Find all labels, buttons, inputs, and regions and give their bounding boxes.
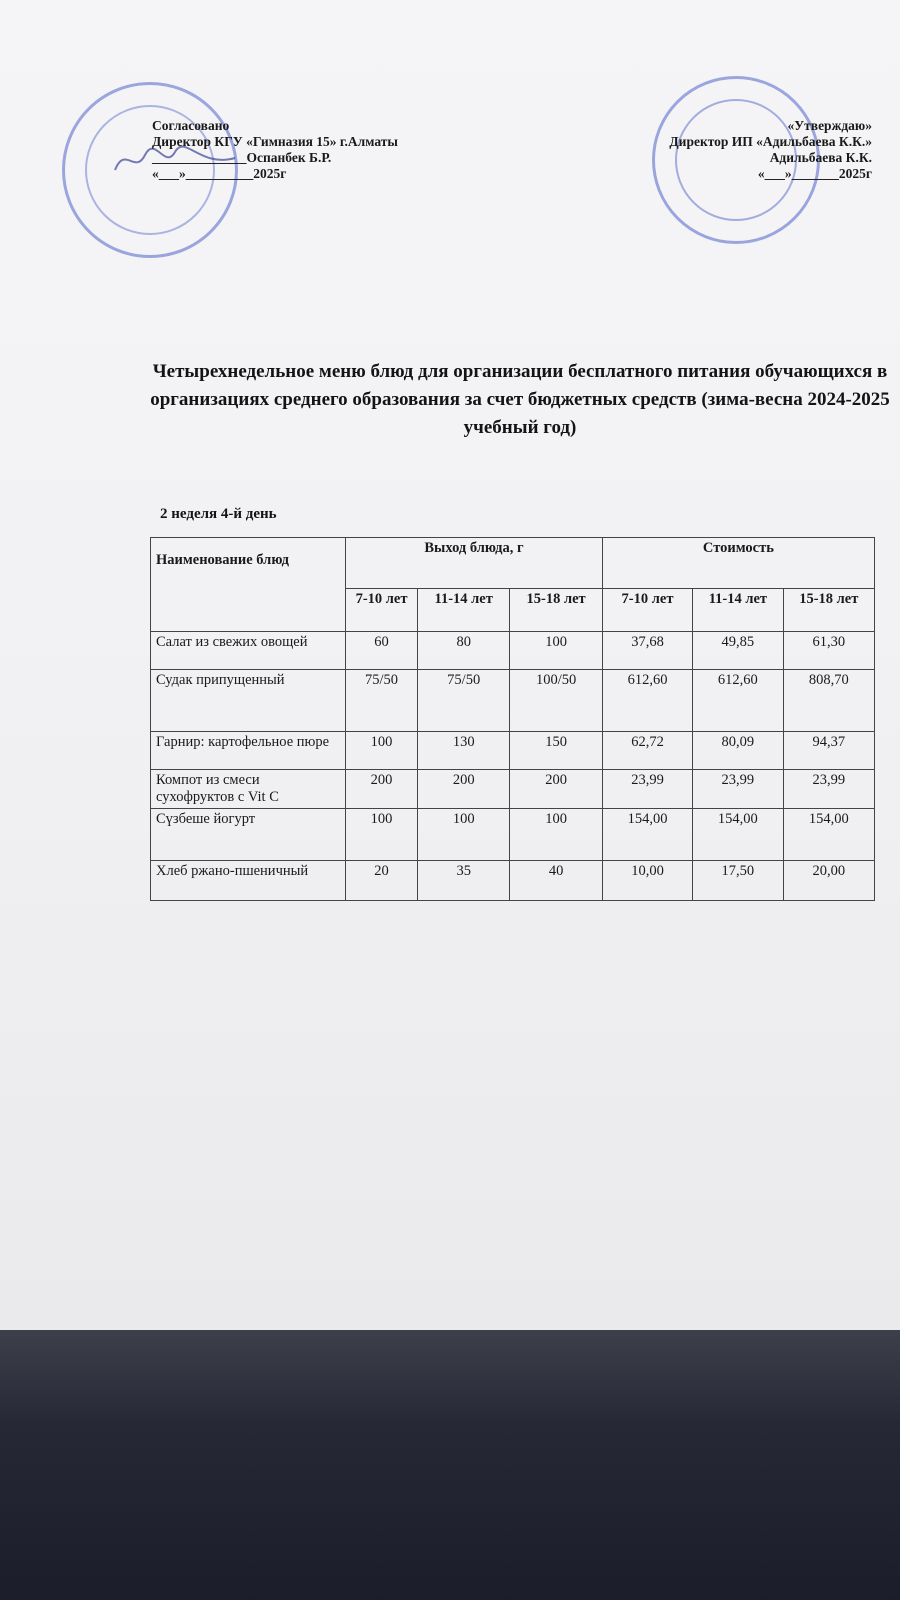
approval-right-line-2: Директор ИП «Адильбаева К.К.»: [669, 134, 872, 149]
cell: 154,00: [602, 809, 692, 861]
cell: 60: [346, 632, 418, 670]
table-header-row: [151, 538, 875, 589]
cell: 154,00: [783, 809, 874, 861]
cell: 75/50: [346, 670, 418, 732]
dish-name: Сүзбеше йогурт: [151, 809, 346, 861]
cell: 130: [417, 732, 509, 770]
cell: 612,60: [602, 670, 692, 732]
table-row: [151, 670, 875, 732]
approval-right-line-1: «Утверждаю»: [787, 118, 872, 133]
cell: 808,70: [783, 670, 874, 732]
cell: 49,85: [693, 632, 783, 670]
cell: 40: [510, 861, 602, 901]
approval-left-line-1: Согласовано: [152, 118, 230, 133]
age-header: 15-18 лет: [510, 589, 602, 632]
cell: 10,00: [602, 861, 692, 901]
cell: 94,37: [783, 732, 874, 770]
approval-block-right: [610, 118, 872, 182]
header-dish-name: Наименование блюд: [151, 538, 346, 632]
approval-right-line-3: Адильбаева К.К.: [769, 150, 872, 165]
age-header: 7-10 лет: [346, 589, 418, 632]
cell: 62,72: [602, 732, 692, 770]
cell: 23,99: [783, 770, 874, 809]
cell: 23,99: [602, 770, 692, 809]
dish-name: Компот из смеси сухофруктов с Vit C: [151, 770, 346, 809]
cell: 100: [346, 809, 418, 861]
table-row: [151, 770, 875, 809]
menu-table: [150, 537, 875, 901]
cell: 200: [417, 770, 509, 809]
cell: 20,00: [783, 861, 874, 901]
age-header: 11-14 лет: [417, 589, 509, 632]
cell: 61,30: [783, 632, 874, 670]
document-title: Четырехнедельное меню блюд для организации бесплатного питания обучающихся в организациях среднего образования за счет бюджетных средств (зима-весна 2024-2025 учебный год): [150, 361, 890, 438]
cell: 100: [510, 809, 602, 861]
cell: 20: [346, 861, 418, 901]
cell: 35: [417, 861, 509, 901]
dish-name: Гарнир: картофельное пюре: [151, 732, 346, 770]
cell: 37,68: [602, 632, 692, 670]
dish-name: Хлеб ржано-пшеничный: [151, 861, 346, 901]
approval-left-line-4: «___»__________2025г: [152, 166, 287, 181]
approval-right-line-4: «___»_______2025г: [757, 166, 872, 181]
table-row: [151, 632, 875, 670]
week-day-label: 2 неделя 4-й день: [160, 506, 277, 522]
age-header: 7-10 лет: [602, 589, 692, 632]
cell: 200: [346, 770, 418, 809]
cell: 100/50: [510, 670, 602, 732]
cell: 80,09: [693, 732, 783, 770]
cell: 612,60: [693, 670, 783, 732]
header-cost: Стоимость: [602, 538, 874, 589]
cell: 154,00: [693, 809, 783, 861]
table-row: [151, 809, 875, 861]
cell: 17,50: [693, 861, 783, 901]
cell: 150: [510, 732, 602, 770]
dish-name: Салат из свежих овощей: [151, 632, 346, 670]
desk-surface: [0, 1330, 900, 1600]
table-row: [151, 861, 875, 901]
cell: 100: [510, 632, 602, 670]
table-row: [151, 732, 875, 770]
dish-name: Судак припущенный: [151, 670, 346, 732]
approval-left-line-3: ______________Оспанбек Б.Р.: [152, 150, 332, 165]
approval-left-line-2: Директор КГУ «Гимназия 15» г.Алматы: [152, 134, 398, 149]
cell: 75/50: [417, 670, 509, 732]
header-output: Выход блюда, г: [346, 538, 603, 589]
cell: 80: [417, 632, 509, 670]
cell: 200: [510, 770, 602, 809]
approval-block-left: [152, 118, 398, 182]
age-header: 15-18 лет: [783, 589, 874, 632]
cell: 23,99: [693, 770, 783, 809]
cell: 100: [417, 809, 509, 861]
cell: 100: [346, 732, 418, 770]
age-header: 11-14 лет: [693, 589, 783, 632]
